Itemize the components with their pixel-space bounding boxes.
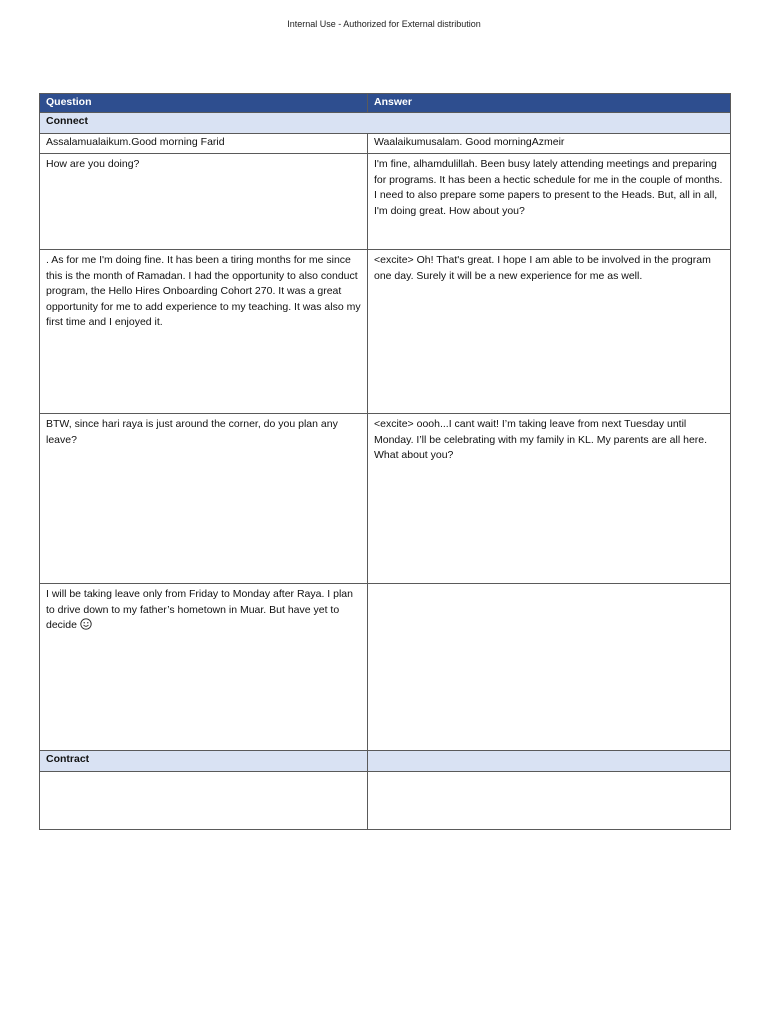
answer-cell: <excite> Oh! That's great. I hope I am able to be involved in the program one day. Surely it will be a new experience for me as well. (368, 250, 731, 414)
section-blank-cell (368, 751, 731, 772)
question-cell: BTW, since hari raya is just around the corner, do you plan any leave? (40, 414, 368, 584)
question-cell (40, 772, 368, 830)
table-row (40, 414, 731, 584)
table-header-row (40, 94, 731, 113)
question-cell: Assalamualaikum.Good morning Farid (40, 134, 368, 154)
question-cell: . As for me I'm doing fine. It has been a tiring months for me since this is the month of Ramadan. I had the opportunity to also conduct program, the Hello Hires Onboarding Cohort 270. It was a great opportunity for me to add experience to my teaching. It was also my first time and I enjoyed it. (40, 250, 368, 414)
section-title-connect: Connect (40, 113, 731, 134)
section-title-contract: Contract (40, 751, 368, 772)
table-row (40, 772, 731, 830)
classification-label: Internal Use - Authorized for External distribution (287, 19, 481, 29)
conversation-table (39, 93, 731, 830)
table-row (40, 250, 731, 414)
question-column-header: Question (40, 94, 368, 113)
answer-cell: <excite> oooh...I cant wait! I’m taking leave from next Tuesday until Monday. I’ll be celebrating with my family in KL. My parents are all here. What about you? (368, 414, 731, 584)
answer-cell (368, 772, 731, 830)
smiley-face-icon (80, 618, 92, 630)
question-cell (40, 584, 368, 751)
section-row-contract (40, 751, 731, 772)
answer-cell: Waalaikumusalam. Good morningAzmeir (368, 134, 731, 154)
question-text: I will be taking leave only from Friday to Monday after Raya. I plan to drive down to my father’s hometown in Muar. But have yet to decide (46, 588, 353, 631)
answer-cell: I'm fine, alhamdulillah. Been busy lately attending meetings and preparing for programs. It has been a hectic schedule for me in the couple of months. I need to also prepare some papers to present to the Heads. But, all in all, I'm doing great. How about you? (368, 154, 731, 250)
table-row (40, 584, 731, 751)
table-row (40, 154, 731, 250)
answer-column-header: Answer (368, 94, 731, 113)
answer-cell (368, 584, 731, 751)
table-row (40, 134, 731, 154)
section-row-connect (40, 113, 731, 134)
question-cell: How are you doing? (40, 154, 368, 250)
